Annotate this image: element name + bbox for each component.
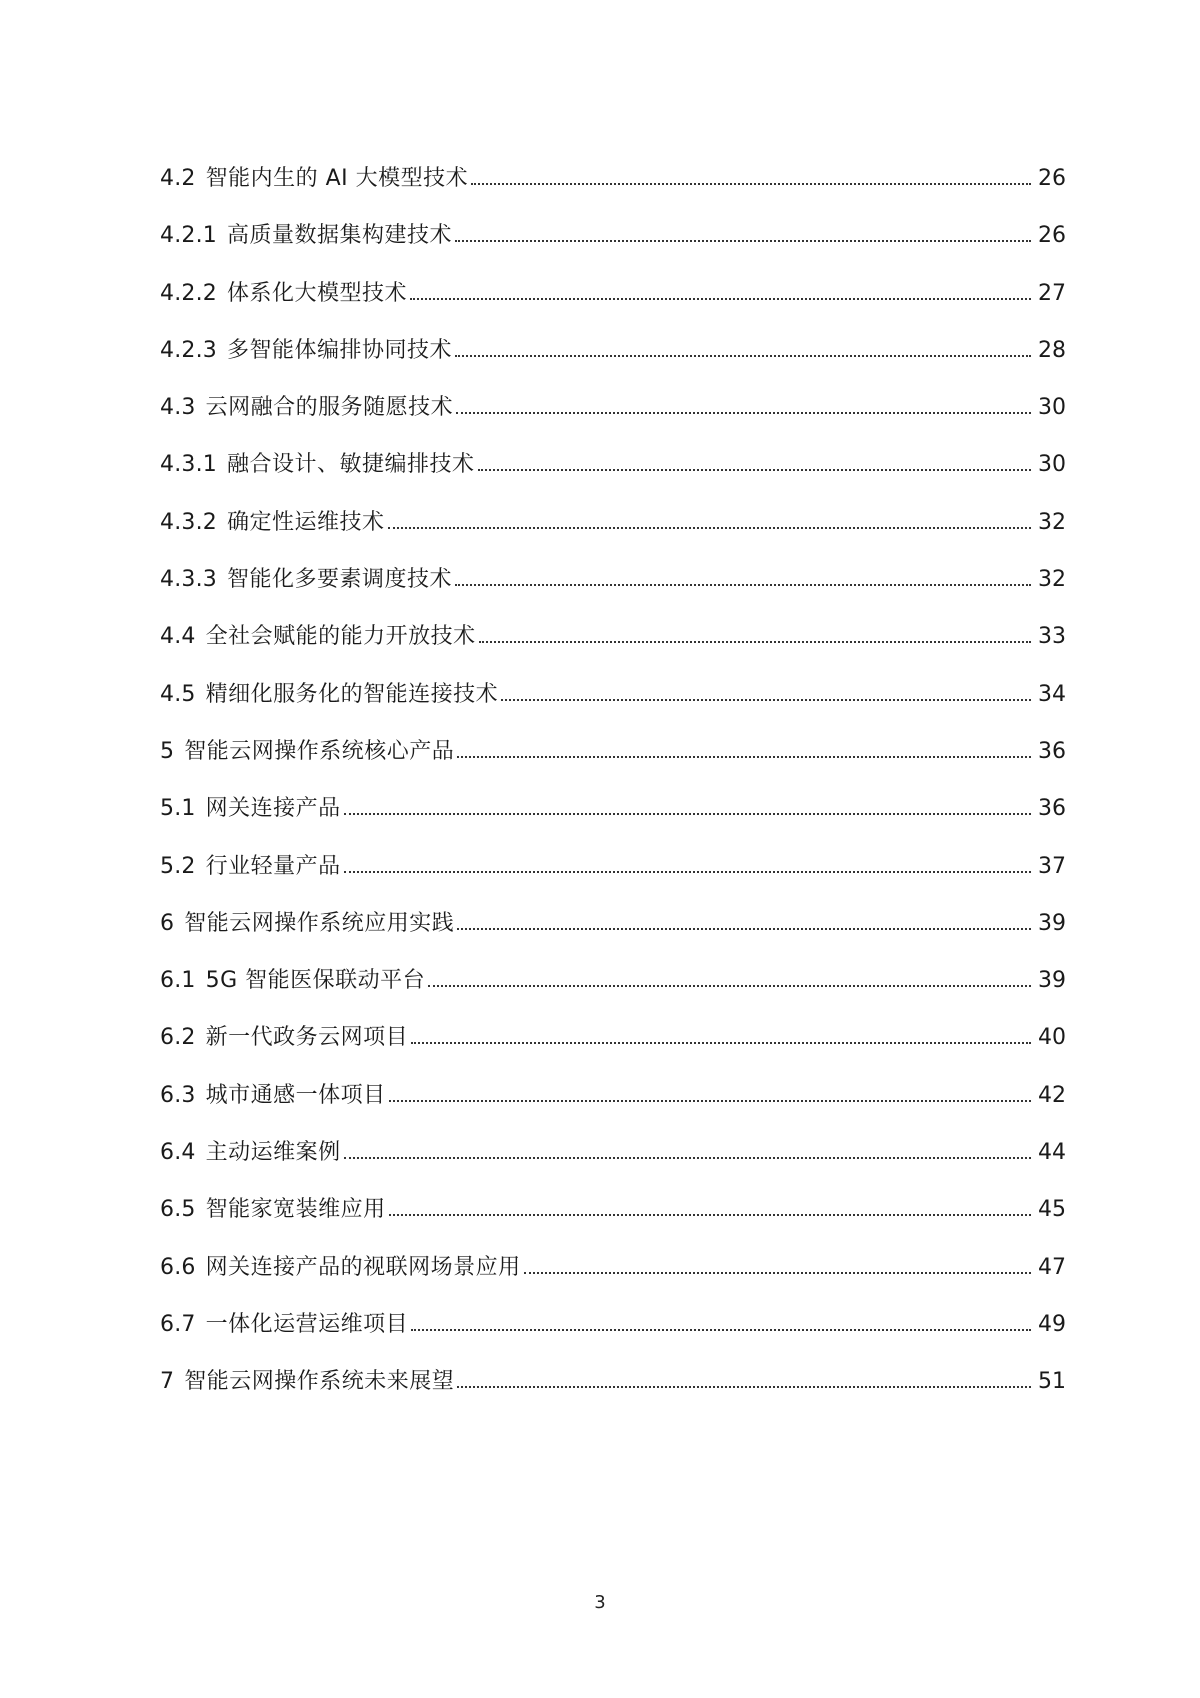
toc-entry-number: 7 xyxy=(160,1369,175,1395)
toc-entry-number: 6.6 xyxy=(160,1254,196,1280)
toc-entry-title: 智能家宽装维应用 xyxy=(205,1197,386,1223)
toc-entry-title: 智能云网操作系统核心产品 xyxy=(184,738,455,764)
toc-entry-number: 6.2 xyxy=(160,1025,196,1051)
toc-entry[interactable] xyxy=(160,1195,1066,1252)
toc-entry-page: 37 xyxy=(1038,853,1066,879)
toc-dot-leader xyxy=(344,871,1031,873)
toc-entry[interactable] xyxy=(160,1367,1066,1424)
toc-entry-page: 39 xyxy=(1038,968,1066,994)
toc-entry-number: 4.5 xyxy=(160,681,196,707)
toc-dot-leader xyxy=(411,1042,1031,1044)
toc-entry-number: 6.7 xyxy=(160,1311,196,1337)
toc-entry-page: 47 xyxy=(1038,1254,1066,1280)
toc-dot-leader xyxy=(457,928,1031,930)
toc-entry-page: 28 xyxy=(1038,337,1066,363)
toc-entry[interactable] xyxy=(160,1253,1066,1310)
toc-entry[interactable] xyxy=(160,1310,1066,1367)
toc-dot-leader xyxy=(389,1214,1031,1216)
toc-entry[interactable] xyxy=(160,1023,1066,1080)
toc-entry-page: 36 xyxy=(1038,738,1066,764)
toc-entry-title: 智能化多要素调度技术 xyxy=(226,567,452,593)
toc-entry-number: 4.3.1 xyxy=(160,452,217,478)
toc-entry[interactable] xyxy=(160,1081,1066,1138)
toc-entry-page: 32 xyxy=(1038,567,1066,593)
toc-entry[interactable] xyxy=(160,737,1066,794)
toc-entry-page: 44 xyxy=(1038,1140,1066,1166)
toc-entry-number: 6.4 xyxy=(160,1140,196,1166)
toc-entry-number: 4.2 xyxy=(160,166,196,191)
toc-entry-number: 6 xyxy=(160,910,175,936)
toc-entry-number: 5.2 xyxy=(160,853,196,879)
toc-entry-title: 一体化运营运维项目 xyxy=(205,1311,409,1337)
toc-dot-leader xyxy=(478,469,1032,471)
toc-entry[interactable] xyxy=(160,1138,1066,1195)
toc-entry-number: 5.1 xyxy=(160,796,196,822)
toc-dot-leader xyxy=(479,641,1031,643)
toc-entry[interactable] xyxy=(160,565,1066,622)
toc-entry[interactable] xyxy=(160,221,1066,278)
toc-entry-number: 5 xyxy=(160,738,175,764)
toc-dot-leader xyxy=(428,985,1031,987)
toc-entry-title: 网关连接产品 xyxy=(205,796,341,822)
toc-entry[interactable] xyxy=(160,279,1066,336)
toc-dot-leader xyxy=(455,584,1031,586)
toc-entry-number: 4.3.3 xyxy=(160,567,217,593)
toc-entry-number: 4.2.2 xyxy=(160,280,217,306)
toc-entry-number: 4.2.3 xyxy=(160,337,217,363)
toc-dot-leader xyxy=(410,298,1031,300)
toc-entry-title: 云网融合的服务随愿技术 xyxy=(205,395,454,421)
toc-dot-leader xyxy=(389,1100,1031,1102)
toc-entry-page: 30 xyxy=(1038,395,1066,421)
toc-entry-title: 主动运维案例 xyxy=(205,1140,341,1166)
toc-dot-leader xyxy=(524,1272,1031,1274)
toc-dot-leader xyxy=(344,1157,1031,1159)
toc-entry-page: 32 xyxy=(1038,509,1066,535)
toc-entry-number: 4.2.1 xyxy=(160,223,217,249)
toc-dot-leader xyxy=(456,412,1031,414)
toc-entry-title: 行业轻量产品 xyxy=(205,853,341,879)
toc-entry-title: 体系化大模型技术 xyxy=(226,280,407,306)
toc-dot-leader xyxy=(411,1329,1031,1331)
toc-entry[interactable] xyxy=(160,336,1066,393)
page-number: 3 xyxy=(594,1592,606,1613)
toc-dot-leader xyxy=(457,1386,1031,1388)
toc-entry-title: 智能云网操作系统应用实践 xyxy=(184,910,455,936)
toc-entry[interactable] xyxy=(160,450,1066,507)
toc-entry-number: 6.1 xyxy=(160,968,196,994)
toc-entry-title: 高质量数据集构建技术 xyxy=(226,223,452,249)
toc-entry-title: 5G 智能医保联动平台 xyxy=(205,968,426,994)
toc-entry-page: 51 xyxy=(1038,1369,1066,1395)
toc-entry-title: 融合设计、敏捷编排技术 xyxy=(226,452,475,478)
toc-entry-page: 39 xyxy=(1038,910,1066,936)
toc-entry-number: 6.3 xyxy=(160,1082,196,1108)
toc-entry-page: 26 xyxy=(1038,223,1066,249)
toc-entry[interactable] xyxy=(160,508,1066,565)
toc-dot-leader xyxy=(455,355,1031,357)
toc-entry[interactable] xyxy=(160,680,1066,737)
toc-entry[interactable] xyxy=(160,966,1066,1023)
toc-entry-page: 36 xyxy=(1038,796,1066,822)
toc-entry-page: 33 xyxy=(1038,624,1066,650)
toc-entry-title: 全社会赋能的能力开放技术 xyxy=(205,624,476,650)
toc-entry-page: 26 xyxy=(1038,166,1066,191)
toc-entry[interactable] xyxy=(160,393,1066,450)
toc-entry-number: 4.4 xyxy=(160,624,196,650)
table-of-contents xyxy=(160,164,1066,1425)
toc-entry-title: 确定性运维技术 xyxy=(226,509,385,535)
toc-dot-leader xyxy=(344,813,1031,815)
toc-entry[interactable] xyxy=(160,852,1066,909)
toc-entry[interactable] xyxy=(160,909,1066,966)
toc-dot-leader xyxy=(471,183,1031,185)
toc-entry-title: 城市通感一体项目 xyxy=(205,1082,386,1108)
toc-dot-leader xyxy=(501,699,1031,701)
toc-entry-title: 新一代政务云网项目 xyxy=(205,1025,409,1051)
toc-entry-page: 27 xyxy=(1038,280,1066,306)
toc-entry-page: 34 xyxy=(1038,681,1066,707)
toc-entry[interactable] xyxy=(160,794,1066,851)
toc-entry-page: 42 xyxy=(1038,1082,1066,1108)
toc-entry-page: 49 xyxy=(1038,1311,1066,1337)
toc-dot-leader xyxy=(455,240,1031,242)
toc-entry-title: 多智能体编排协同技术 xyxy=(226,337,452,363)
toc-entry[interactable] xyxy=(160,164,1066,221)
toc-entry-page: 40 xyxy=(1038,1025,1066,1051)
toc-dot-leader xyxy=(457,756,1031,758)
toc-dot-leader xyxy=(388,527,1032,529)
toc-entry-page: 30 xyxy=(1038,452,1066,478)
toc-entry[interactable] xyxy=(160,622,1066,679)
toc-entry-page: 45 xyxy=(1038,1197,1066,1223)
toc-entry-title: 智能云网操作系统未来展望 xyxy=(184,1369,455,1395)
toc-entry-title: 精细化服务化的智能连接技术 xyxy=(205,681,499,707)
toc-entry-number: 4.3.2 xyxy=(160,509,217,535)
toc-entry-number: 6.5 xyxy=(160,1197,196,1223)
toc-entry-title: 智能内生的 AI 大模型技术 xyxy=(205,166,469,191)
toc-entry-number: 4.3 xyxy=(160,395,196,421)
toc-entry-title: 网关连接产品的视联网场景应用 xyxy=(205,1254,521,1280)
